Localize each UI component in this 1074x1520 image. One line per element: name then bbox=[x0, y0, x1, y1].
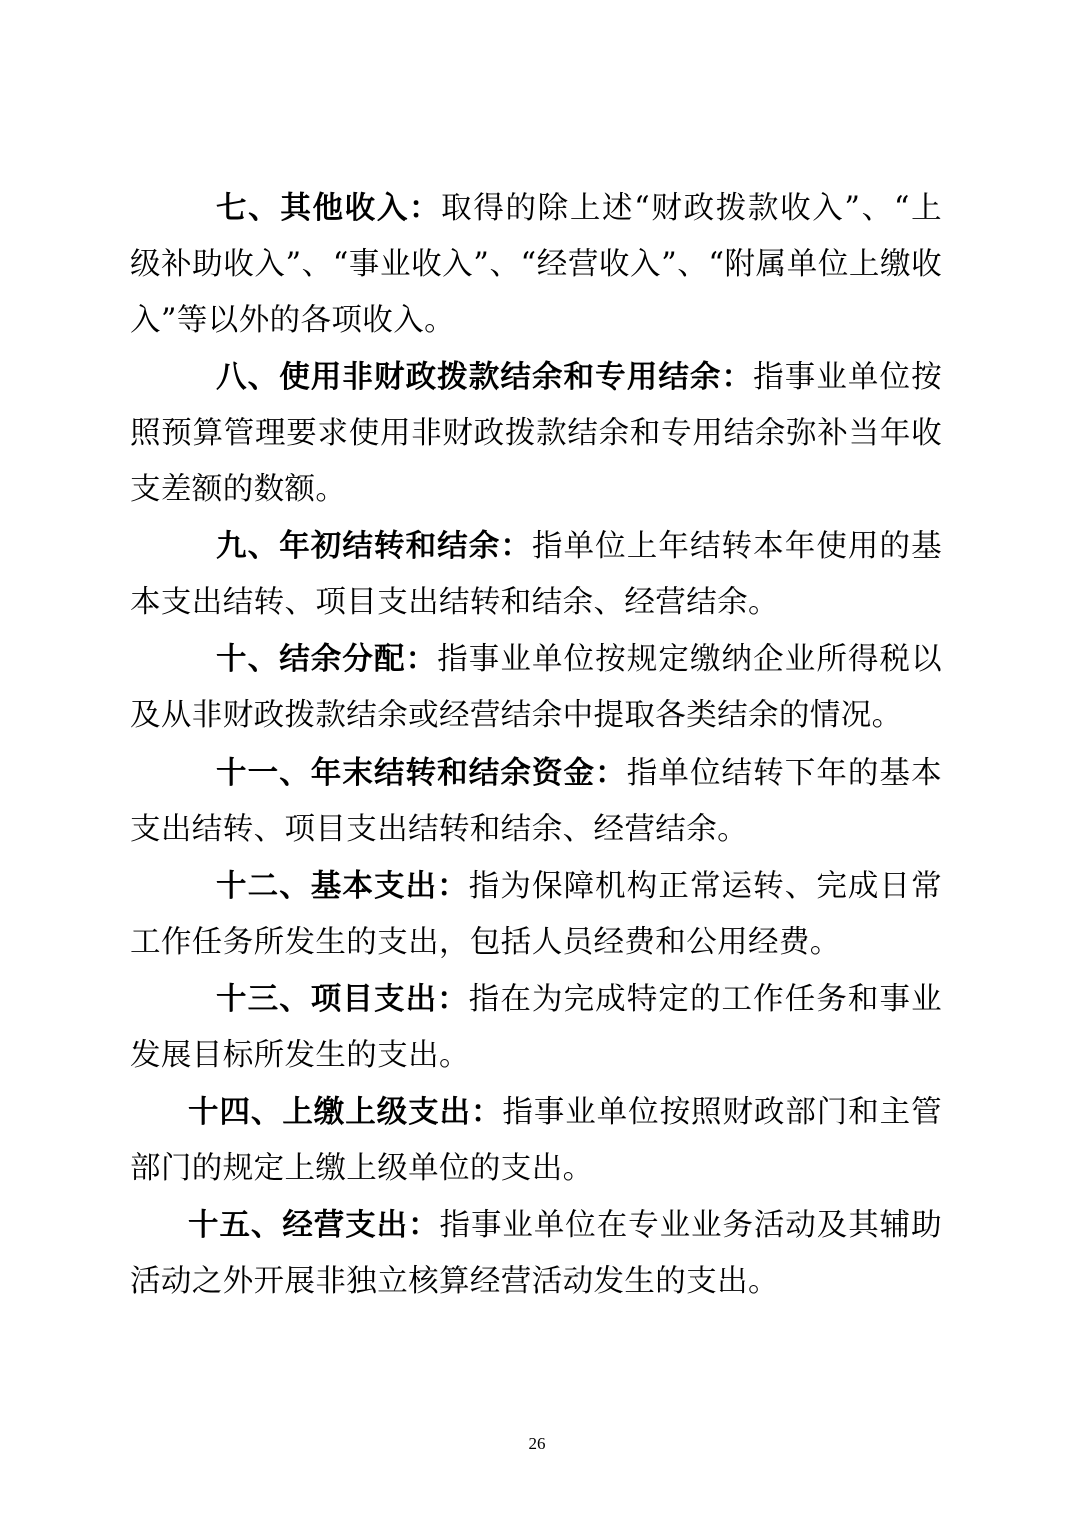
term-separator: ： bbox=[595, 755, 627, 791]
paragraph-project-expenditure bbox=[130, 971, 942, 1084]
term-heading: 九、年初结转和结余 bbox=[216, 528, 501, 564]
term-definition: 指在为完成特定的工作任务和事业发展目标所发生的支出。 bbox=[130, 982, 943, 1073]
term-separator: ： bbox=[470, 1094, 503, 1130]
term-definition: 取得的除上述“财政拨款收入”、“上级补助收入”、“事业收入”、“经营收入”、“附属单位上缴收入”等以外的各项收入。 bbox=[130, 191, 942, 338]
term-separator: ： bbox=[500, 528, 532, 564]
paragraph-other-income bbox=[130, 180, 942, 349]
term-heading: 十四、上缴上级支出 bbox=[188, 1094, 471, 1130]
term-heading: 十五、经营支出 bbox=[188, 1207, 409, 1243]
term-heading: 十二、基本支出 bbox=[216, 868, 438, 904]
term-heading: 十、结余分配 bbox=[216, 641, 406, 677]
term-definition: 指单位上年结转本年使用的基本支出结转、项目支出结转和结余、经营结余。 bbox=[130, 529, 943, 620]
term-heading: 八、使用非财政拨款结余和专用结余 bbox=[216, 359, 722, 395]
term-definition: 指事业单位按照财政部门和主管部门的规定上缴上级单位的支出。 bbox=[130, 1095, 942, 1186]
term-definition: 指单位结转下年的基本支出结转、项目支出结转和结余、经营结余。 bbox=[130, 756, 943, 847]
paragraph-operating-expenditure bbox=[130, 1197, 942, 1310]
term-definition: 指为保障机构正常运转、完成日常工作任务所发生的支出，包括人员经费和公用经费。 bbox=[130, 869, 943, 960]
term-definition: 指事业单位按规定缴纳企业所得税以及从非财政拨款结余或经营结余中提取各类结余的情况。 bbox=[130, 642, 943, 733]
paragraph-beginning-carryover bbox=[130, 518, 942, 631]
paragraph-basic-expenditure bbox=[130, 858, 942, 971]
page-number: 26 bbox=[528, 1434, 546, 1453]
term-separator: ： bbox=[405, 641, 438, 677]
term-definition: 指事业单位在专业业务活动及其辅助活动之外开展非独立核算经营活动发生的支出。 bbox=[130, 1208, 943, 1299]
term-separator: ： bbox=[437, 981, 469, 1017]
term-separator: ： bbox=[721, 359, 754, 395]
term-separator: ： bbox=[437, 868, 469, 904]
paragraph-upper-level-payment bbox=[130, 1084, 942, 1197]
term-definition: 指事业单位按照预算管理要求使用非财政拨款结余和专用结余弥补当年收支差额的数额。 bbox=[130, 360, 942, 507]
paragraph-balance-distribution bbox=[130, 631, 942, 744]
term-separator: ： bbox=[409, 190, 442, 226]
term-heading: 十三、项目支出 bbox=[216, 981, 438, 1017]
term-separator: ： bbox=[408, 1207, 440, 1243]
term-heading: 七、其他收入 bbox=[216, 190, 409, 226]
term-heading: 十一、年末结转和结余资金 bbox=[216, 755, 596, 791]
paragraph-non-fiscal-balance bbox=[130, 349, 942, 518]
paragraph-year-end-carryover bbox=[130, 745, 942, 858]
